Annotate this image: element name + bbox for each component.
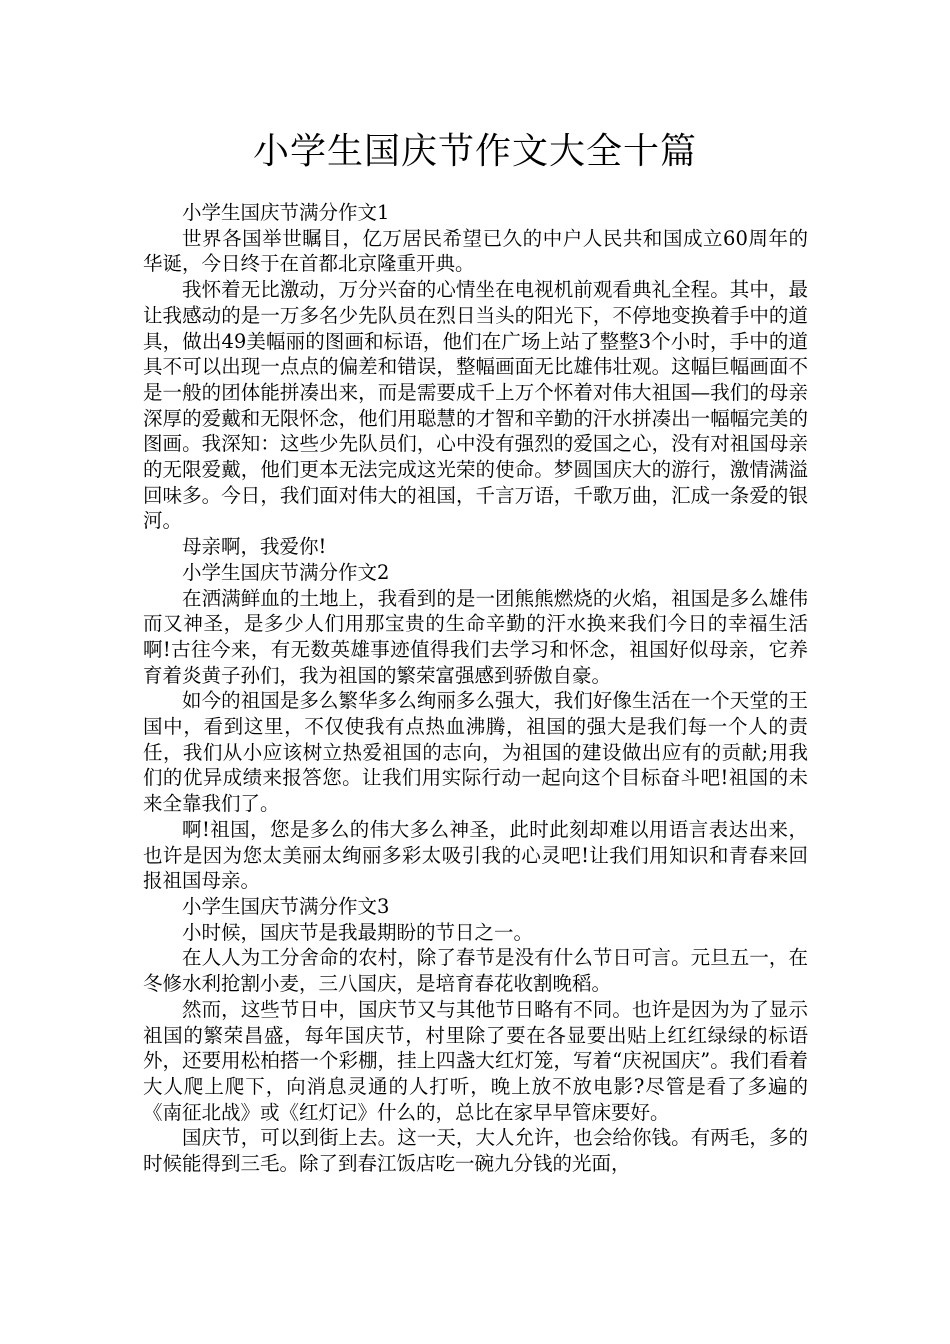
document-body [143,200,808,1177]
document-title: 小学生国庆节作文大全十篇 [252,131,697,172]
paragraph: 在洒满鲜血的土地上，我看到的是一团熊熊燃烧的火焰，祖国是多么雄伟而又神圣，是多少人们用那宝贵的生命辛勤的汗水换来我们今日的幸福生活啊!古往今来，有无数英雄事迹值得我们去学习和怀念，祖国好似母亲，它养育着炎黄子孙们，我为祖国的繁荣富强感到骄傲自豪。 [143,586,808,687]
paragraph: 啊!祖国，您是多么的伟大多么神圣，此时此刻却难以用语言表达出来，也许是因为您太美丽太绚丽多彩太吸引我的心灵吧!让我们用知识和青春来回报祖国母亲。 [143,817,808,893]
paragraph: 国庆节，可以到街上去。这一天，大人允许，也会给你钱。有两毛，多的时候能得到三毛。除了到春江饭店吃一碗九分钱的光面， [143,1126,808,1176]
paragraph: 然而，这些节日中，国庆节又与其他节日略有不同。也许是因为为了显示祖国的繁荣昌盛，每年国庆节，村里除了要在各显要出贴上红红绿绿的标语外，还要用松柏搭一个彩棚，挂上四盏大红灯笼，写着“庆祝国庆”。我们看着大人爬上爬下，向消息灵通的人打听，晚上放不放电影?尽管是看了多遍的《南征北战》或《红灯记》什么的，总比在家早早管床要好。 [143,997,808,1124]
section-heading-1: 小学生国庆节满分作文1 [182,201,390,224]
paragraph: 小时候，国庆节是我最期盼的节日之一。 [182,920,534,944]
paragraph: 世界各国举世瞩目，亿万居民希望已久的中户人民共和国成立60周年的华诞，今日终于在首都北京隆重开典。 [143,226,808,276]
paragraph: 在人人为工分舍命的农村，除了春节是没有什么节日可言。元旦五一，在冬修水利抢割小麦，三八国庆，是培育春花收割晚稻。 [143,946,808,996]
section-heading-3: 小学生国庆节满分作文3 [182,894,390,918]
paragraph: 我怀着无比激动，万分兴奋的心情坐在电视机前观看典礼全程。其中，最让我感动的是一万多名少先队员在烈日当头的阳光下，不停地变换着手中的道具，做出49美幅丽的图画和标语，他们在广场上站了整整3个小时，手中的道具不可以出现一点点的偏差和错误，整幅画面无比雄伟壮观。这幅巨幅画面不是一般的团体能拼凑出来，而是需要成千上万个怀着对伟大祖国—我们的母亲深厚的爱戴和无限怀念，他们用聪慧的才智和辛勤的汗水拼凑出一幅幅完美的图画。我深知：这些少先队员们，心中没有强烈的爱国之心，没有对祖国母亲的无限爱戴，他们更本无法完成这光荣的使命。梦圆国庆大的游行，激情满溢回味多。今日，我们面对伟大的祖国，千言万语，千歌万曲，汇成一条爱的银河。 [143,278,808,533]
paragraph: 母亲啊，我爱你! [182,535,327,559]
paragraph: 如今的祖国是多么繁华多么绚丽多么强大，我们好像生活在一个天堂的王国中，看到这里，不仅使我有点热血沸腾，祖国的强大是我们每一个人的责任，我们从小应该树立热爱祖国的志向，为祖国的建设做出应有的贡献;用我们的优异成绩来报答您。让我们用实际行动一起向这个目标奋斗吧!祖国的未来全靠我们了。 [143,689,808,816]
section-heading-2: 小学生国庆节满分作文2 [182,560,390,584]
